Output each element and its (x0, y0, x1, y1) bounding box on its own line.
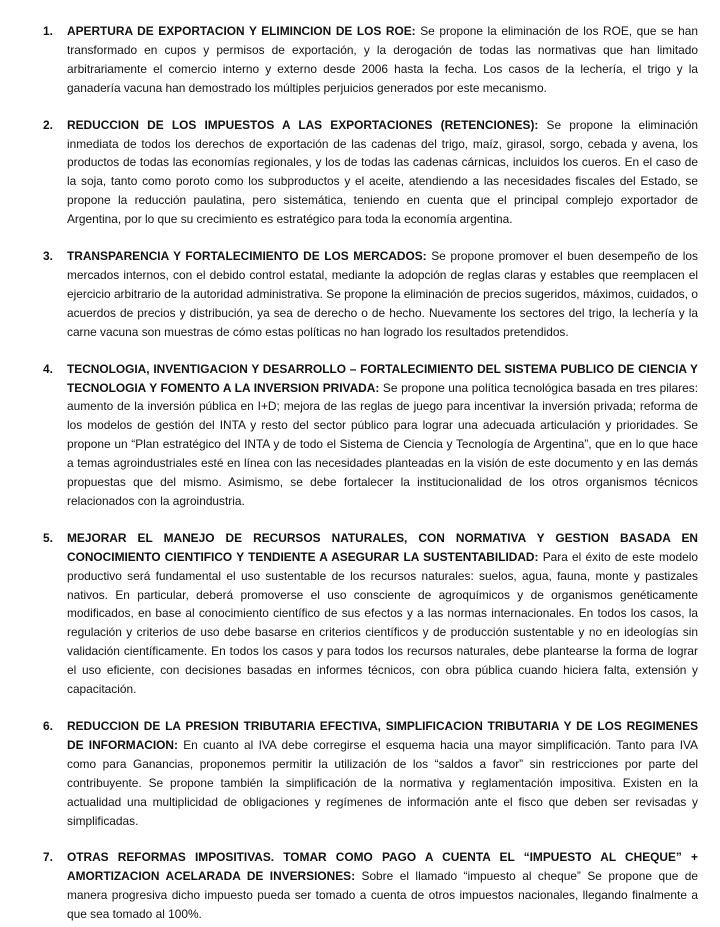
list-item-5 (0, 529, 698, 699)
proposals-list (0, 22, 698, 924)
list-item-2 (0, 116, 698, 229)
item-title: OTRAS REFORMAS IMPOSITIVAS. TOMAR COMO PAGO A CUENTA EL “IMPUESTO AL CHEQUE” + AMORTIZACION ACELARADA DE INVERSIONES: (67, 850, 698, 884)
item-title: MEJORAR EL MANEJO DE RECURSOS NATURALES, CON NORMATIVA Y GESTION BASADA EN CONOCIMIENTO CIENTIFICO Y TENDIENTE A ASEGURAR LA SUSTENTABILIDAD: (67, 530, 698, 564)
item-number: 6. (43, 719, 53, 733)
item-number: 1. (43, 24, 53, 38)
item-title: REDUCCION DE LOS IMPUESTOS A LAS EXPORTACIONES (RETENCIONES): (67, 117, 539, 132)
item-number: 5. (43, 530, 53, 545)
item-number: 7. (43, 850, 53, 865)
list-item-6 (0, 717, 698, 830)
item-title: TECNOLOGIA, INVENTIGACION Y DESARROLLO – FORTALECIMIENTO DEL SISTEMA PUBLICO DE CIENCIA Y TECNOLOGIA Y FOMENTO A LA INVERSION PRIVADA: (67, 361, 698, 395)
item-title: TRANSPARENCIA Y FORTALECIMIENTO DE LOS MERCADOS: (67, 249, 427, 264)
item-body: Se propone promover el buen desempeño de los mercados internos, con el debido control estatal, mediante la adopción de reglas claras y estables que reemplacen el ejercicio arbitrario de la autoridad administrativa. Se propone la eliminación de precios sugeridos, máximos, cuidados, o acuerdos de precios y distribución, ya sea de derecho o de hecho. Nuevamente los sectores del trigo, la lechería y la carne vacuna son muestras de cómo estas políticas no han logrado los resultados pretendidos. (67, 249, 698, 339)
item-body: En cuanto al IVA debe corregirse el esquema hacia una mayor simplificación. Tanto para IVA como para Ganancias, proponemos permitir la utilización de los “saldos a favor” sin restricciones por parte del contribuyente. Se propone también la simplificación de la normativa y reglamentación impositiva. Existen en la actualidad una multiplicidad de obligaciones y regímenes de información ante el fisco que deben ser revisadas y simplificadas. (67, 737, 698, 828)
list-item-4 (0, 360, 698, 511)
item-number: 2. (43, 117, 53, 132)
item-number: 4. (43, 361, 53, 376)
item-title: APERTURA DE EXPORTACION Y ELIMINCION DE LOS ROE: (67, 24, 416, 38)
item-body: Se propone una política tecnológica basada en tres pilares: aumento de la inversión pública en I+D; mejora de las reglas de juego para incentivar la inversión privada; reforma de los modelos de gestión del INTA y resto del sector público para lograr una adecuada articulación y prioridades. Se propone un “Plan estratégico del INTA y de todo el Sistema de Ciencia y Tecnología de Argentina”, que en lo que hace a temas agroindustriales esté en línea con las necesidades planteadas en la visión de este documento y en las demás propuestas que del mismo. Asimismo, se debe fortalecer la institucionalidad de los otros organismos técnicos relacionados con la agroindustria. (67, 380, 698, 508)
item-body: Para el éxito de este modelo productivo será fundamental el uso sustentable de los recursos naturales: suelos, agua, fauna, monte y pastizales nativos. En particular, deberá promoverse el uso consciente de agroquímicos y de organismos genéticamente modificados, en base al conocimiento científico de sus efectos y a las normas internacionales. En todos los casos, la regulación y criterios de uso debe basarse en criterios científicos y de producción sustentable y no en ideologías sin validación científicamente. En todos los casos y para todos los recursos naturales, debe plantearse la forma de lograr el uso eficiente, con decisiones basadas en informes técnicos, con obra pública cuando hiciera falta, extensión y capacitación. (67, 549, 698, 697)
list-item-7 (0, 848, 698, 924)
item-body: Sobre el llamado “impuesto al cheque” Se propone que de manera progresiva dicho impuesto pueda ser tomado a cuenta de otros impuestos nacionales, llegando finalmente a que sea tomado al 100%. (67, 869, 698, 922)
list-item-1 (0, 22, 698, 98)
item-body: Se propone la eliminación inmediata de todos los derechos de exportación de las cadenas del trigo, maíz, girasol, sorgo, cebada y avena, los productos de todas las economías regionales, y los de todas las cadenas cárnicas, incluidos los cueros. En el caso de la soja, tanto como poroto como los subproductos y el aceite, atendiendo a las necesidades fiscales del Estado, se propone la reducción paulatina, pero sistemática, teniendo en cuenta que el principal complejo exportador de Argentina, por lo que su crecimiento es estratégico para toda la economía argentina. (67, 117, 698, 227)
item-number: 3. (43, 249, 53, 264)
item-body: Se propone la eliminación de los ROE, que se han transformado en cupos y permisos de exportación, y la derogación de todas las normativas que han limitado arbitrariamente el comercio interno y externo desde 2006 hasta la fecha. Los casos de la lechería, el trigo y la ganadería vacuna han demostrado los múltiples perjuicios generados por este mecanismo. (67, 24, 698, 95)
list-item-3 (0, 247, 698, 342)
item-title: REDUCCION DE LA PRESION TRIBUTARIA EFECTIVA, SIMPLIFICACION TRIBUTARIA Y DE LOS REGIMENES DE INFORMACION: (67, 719, 698, 752)
